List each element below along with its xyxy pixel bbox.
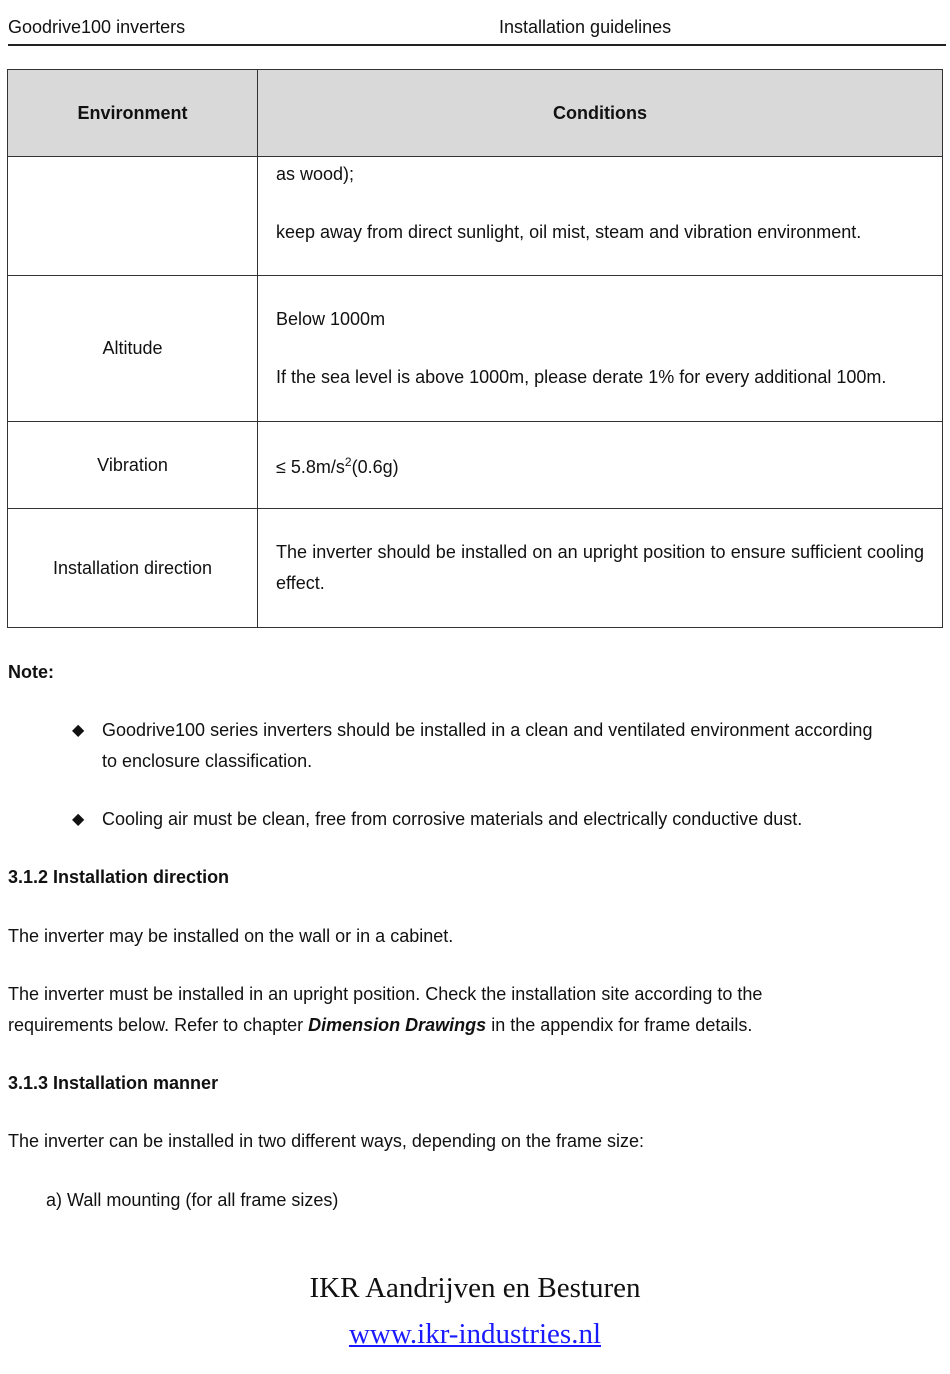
emphasis-dimension-drawings: Dimension Drawings bbox=[308, 1015, 487, 1035]
condition-line: keep away from direct sunlight, oil mist, steam and vibration environment. bbox=[276, 221, 862, 242]
note-bullet-line: Goodrive100 series inverters should be installed in a clean and ventilated environment according bbox=[102, 720, 873, 740]
section-heading-3-1-3: 3.1.3 Installation manner bbox=[8, 1073, 219, 1093]
vibration-g-value: (0.6g) bbox=[351, 457, 399, 477]
table-row bbox=[8, 157, 943, 276]
environment-cell: Vibration bbox=[8, 422, 258, 509]
vibration-exponent: 2 bbox=[344, 455, 352, 469]
conditions-cell bbox=[258, 276, 943, 422]
page-header bbox=[8, 14, 946, 46]
table-row bbox=[8, 276, 943, 422]
diamond-bullet-icon: ◆ bbox=[72, 722, 85, 739]
list-item: a) Wall mounting (for all frame sizes) bbox=[46, 1190, 339, 1210]
note-bullet-text: Cooling air must be clean, free from corrosive materials and electrically conductive dust. bbox=[102, 809, 803, 829]
condition-line: If the sea level is above 1000m, please derate 1% for every additional 100m. bbox=[276, 367, 887, 387]
website-link[interactable]: www.ikr-industries.nl bbox=[348, 1318, 602, 1350]
text-span: requirements below. Refer to chapter bbox=[8, 1015, 309, 1035]
paragraph: The inverter can be installed in two different ways, depending on the frame size: bbox=[8, 1131, 645, 1151]
environment-cell: Altitude bbox=[8, 276, 258, 422]
table-row bbox=[8, 509, 943, 628]
conditions-cell bbox=[258, 157, 943, 276]
column-header-environment: Environment bbox=[8, 70, 258, 157]
table-header-row bbox=[8, 70, 943, 157]
header-product-name: Goodrive100 inverters bbox=[8, 17, 186, 37]
condition-line: as wood); bbox=[276, 163, 355, 184]
paragraph: The inverter may be installed on the wall or in a cabinet. bbox=[8, 926, 454, 946]
note-bullet-text bbox=[102, 715, 922, 777]
note-bullet-line: to enclosure classification. bbox=[102, 751, 313, 771]
section-heading-3-1-2: 3.1.2 Installation direction bbox=[8, 867, 230, 887]
paragraph-line: The inverter must be installed in an upright position. Check the installation site according to the bbox=[8, 984, 763, 1004]
environment-conditions-table bbox=[7, 69, 943, 628]
note-title: Note: bbox=[8, 662, 54, 682]
diamond-bullet-icon: ◆ bbox=[72, 811, 85, 828]
column-header-conditions: Conditions bbox=[258, 70, 943, 157]
vibration-value: ≤ 5.8m/s bbox=[276, 457, 345, 477]
footer-website bbox=[0, 1318, 950, 1351]
text-span: in the appendix for frame details. bbox=[486, 1015, 753, 1035]
environment-cell bbox=[8, 157, 258, 276]
condition-line: Below 1000m bbox=[276, 309, 386, 329]
header-section-name: Installation guidelines bbox=[499, 17, 672, 37]
paragraph-line bbox=[8, 1010, 762, 1041]
table-row bbox=[8, 422, 943, 509]
conditions-cell bbox=[258, 422, 943, 509]
paragraph bbox=[8, 979, 762, 1041]
environment-cell: Installation direction bbox=[8, 509, 258, 628]
conditions-cell: The inverter should be installed on an upright position to ensure sufficient cooling effect. bbox=[258, 509, 943, 628]
footer-company: IKR Aandrijven en Besturen bbox=[309, 1272, 641, 1304]
